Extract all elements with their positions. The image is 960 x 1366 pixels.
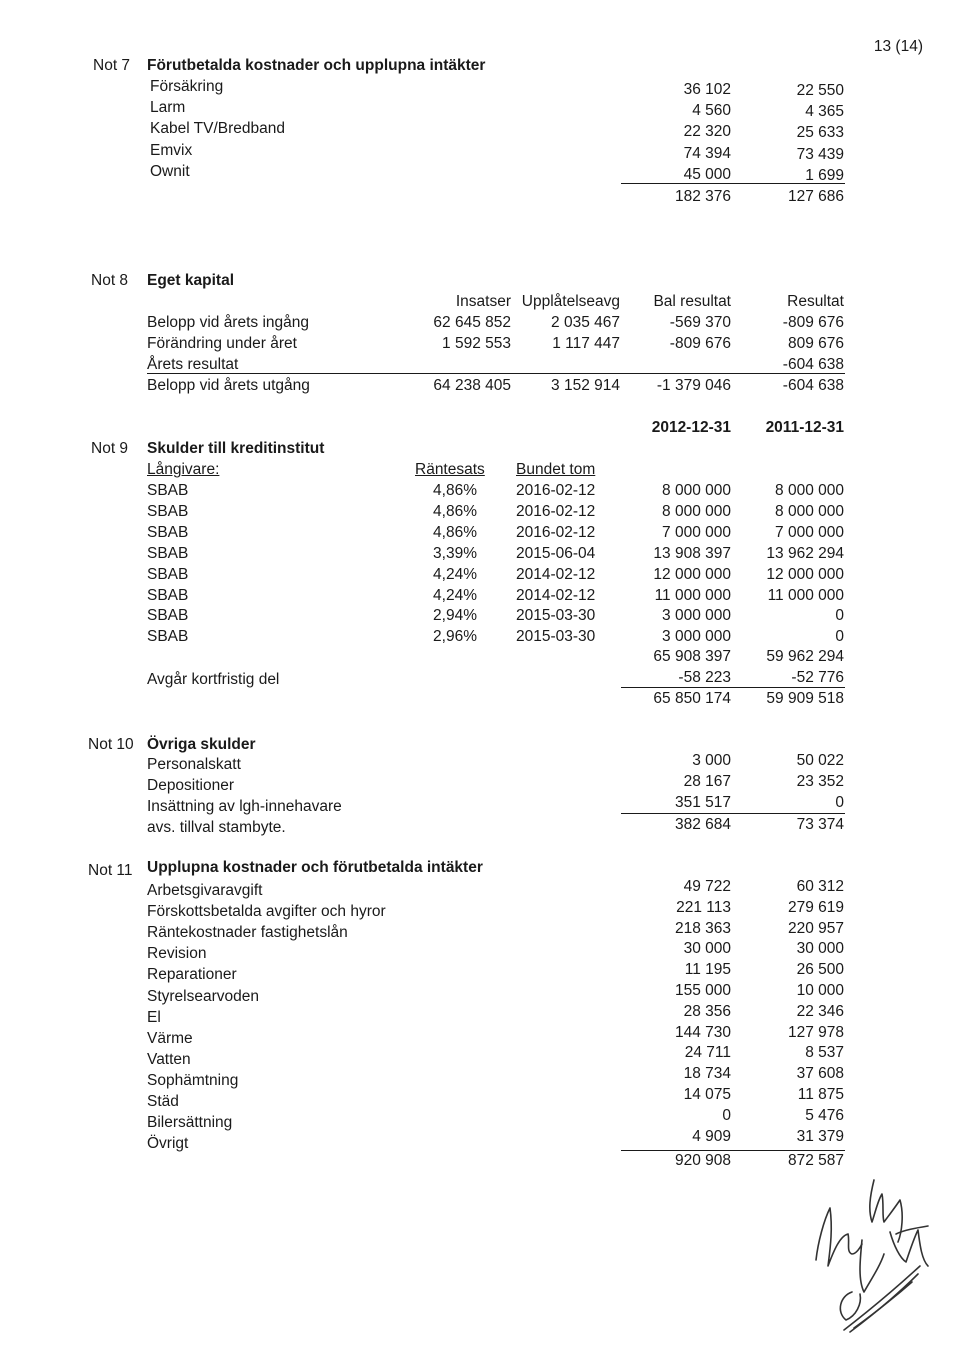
note11-row-2012: 221 113 bbox=[676, 898, 731, 916]
note9-loan-2011: 8 000 000 bbox=[775, 482, 844, 499]
note7-total-2011: 127 686 bbox=[787, 188, 844, 205]
note8-row-insatser: 62 645 852 bbox=[433, 314, 511, 331]
note9-title: Skulder till kreditinstitut bbox=[147, 440, 325, 457]
year-header-2012: 2012-12-31 bbox=[651, 419, 731, 436]
note8-row-resultat: -809 676 bbox=[782, 314, 844, 331]
note9-label: Not 9 bbox=[91, 440, 129, 457]
note9-loan-2011: 11 000 000 bbox=[767, 586, 844, 604]
note9-loan-2012: 8 000 000 bbox=[662, 502, 731, 520]
note9-loan-rate: 2,96% bbox=[433, 628, 477, 646]
note9-loan-lender: SBAB bbox=[147, 523, 189, 541]
note11-row-2011: 127 978 bbox=[787, 1023, 844, 1041]
note7-row-2012: 4 560 bbox=[692, 102, 731, 120]
note8-label: Not 8 bbox=[91, 272, 129, 289]
note11-row-2012: 11 195 bbox=[684, 961, 731, 979]
note11-row-name: Bilersättning bbox=[147, 1114, 233, 1132]
note9-loan-bound: 2016-02-12 bbox=[516, 482, 596, 499]
note8-header-resultat: Resultat bbox=[787, 293, 844, 310]
note9-total-2011: 59 909 518 bbox=[766, 690, 844, 707]
note8-row-name: Förändring under året bbox=[147, 335, 297, 352]
note11-row-name: Räntekostnader fastighetslån bbox=[147, 924, 348, 942]
note11-row-2012: 14 075 bbox=[683, 1086, 731, 1103]
note11-row-name: Revision bbox=[147, 945, 207, 963]
handwritten-signatures-icon bbox=[800, 1170, 940, 1340]
note7-row-2012: 22 320 bbox=[683, 123, 731, 141]
note10-row-2012: 3 000 bbox=[692, 752, 731, 769]
note11-row-2012: 24 711 bbox=[684, 1044, 731, 1062]
note9-loan-lender: SBAB bbox=[147, 502, 189, 520]
note10-row-2012: 28 167 bbox=[683, 773, 731, 790]
note8-row-insatser: 64 238 405 bbox=[433, 377, 511, 394]
note9-loan-2011: 13 962 294 bbox=[766, 544, 844, 562]
note9-loan-bound: 2014-02-12 bbox=[516, 586, 596, 604]
note8-total-rule bbox=[147, 373, 845, 374]
note11-title: Upplupna kostnader och förutbetalda intäkter bbox=[147, 859, 483, 876]
note8-row-upplatelseavg: 2 035 467 bbox=[551, 314, 620, 331]
note9-loan-2012: 3 000 000 bbox=[662, 628, 731, 646]
note10-extra-line: avs. tillval stambyte. bbox=[147, 819, 286, 836]
note8-row-bal-resultat: -1 379 046 bbox=[656, 377, 731, 394]
note8-row-resultat: 809 676 bbox=[787, 335, 844, 352]
note7-title: Förutbetalda kostnader och upplupna intäkter bbox=[147, 57, 486, 74]
note9-loan-rate: 4,86% bbox=[433, 523, 477, 541]
note9-loan-bound: 2015-03-30 bbox=[516, 607, 596, 625]
note11-row-2011: 8 537 bbox=[805, 1044, 844, 1062]
note9-subheading: Långivare: bbox=[147, 461, 220, 478]
note8-row-resultat: -604 638 bbox=[782, 356, 844, 373]
note7-total-2012: 182 376 bbox=[674, 188, 731, 205]
note9-loan-2012: 8 000 000 bbox=[662, 482, 731, 499]
note9-loan-rate: 3,39% bbox=[433, 544, 477, 562]
note11-row-2011: 5 476 bbox=[805, 1106, 844, 1124]
note9-loan-2011: 0 bbox=[835, 628, 844, 646]
note7-row-2012: 36 102 bbox=[683, 81, 731, 98]
year-header-2011: 2011-12-31 bbox=[765, 419, 844, 436]
note11-row-2011: 37 608 bbox=[796, 1065, 844, 1083]
note11-row-2011: 220 957 bbox=[787, 919, 844, 937]
note9-loan-2011: 0 bbox=[835, 607, 844, 625]
note10-row-2011: 50 022 bbox=[796, 752, 844, 769]
note11-row-name: Förskottsbetalda avgifter och hyror bbox=[147, 903, 386, 921]
note9-loan-2012: 7 000 000 bbox=[662, 523, 731, 541]
note11-total-rule bbox=[621, 1150, 845, 1151]
note11-row-name: Vatten bbox=[147, 1050, 191, 1068]
note9-short-term-2012: -58 223 bbox=[678, 669, 731, 686]
note9-subtotal-2011: 59 962 294 bbox=[766, 648, 844, 665]
note11-row-2011: 11 875 bbox=[797, 1086, 844, 1103]
note7-row-2011: 1 699 bbox=[805, 166, 844, 184]
note9-loan-2012: 3 000 000 bbox=[662, 607, 731, 625]
note9-loan-lender: SBAB bbox=[147, 565, 189, 583]
note10-label: Not 10 bbox=[88, 736, 134, 753]
note9-short-term-label: Avgår kortfristig del bbox=[147, 671, 280, 688]
note11-total-2012: 920 908 bbox=[674, 1152, 731, 1169]
note8-header-upplatelseavg: Upplåtelseavg bbox=[521, 293, 620, 310]
note7-row-2012: 74 394 bbox=[683, 144, 731, 162]
note9-loan-rate: 2,94% bbox=[433, 607, 477, 625]
note8-row-resultat: -604 638 bbox=[782, 377, 844, 394]
note9-col-rate: Räntesats bbox=[415, 461, 485, 478]
note10-row-2011: 0 bbox=[835, 794, 844, 811]
note11-row-2011: 22 346 bbox=[796, 1002, 844, 1020]
note7-total-rule bbox=[621, 183, 845, 184]
note11-row-name: Arbetsgivaravgift bbox=[147, 882, 263, 899]
note7-row-2011: 73 439 bbox=[796, 145, 844, 163]
note8-row-upplatelseavg: 3 152 914 bbox=[551, 377, 620, 394]
note8-row-bal-resultat: -809 676 bbox=[669, 335, 731, 352]
note7-row-2011: 4 365 bbox=[805, 103, 844, 121]
note9-loan-bound: 2015-03-30 bbox=[516, 628, 596, 646]
note11-total-2011: 872 587 bbox=[787, 1152, 844, 1169]
note9-loan-2012: 11 000 000 bbox=[654, 586, 731, 604]
note7-row-name: Försäkring bbox=[150, 78, 224, 95]
note10-row-name: Insättning av lgh-innehavare bbox=[147, 798, 342, 815]
note11-row-name: Värme bbox=[147, 1029, 193, 1047]
note11-row-2011: 31 379 bbox=[796, 1127, 844, 1145]
note8-header-insatser: Insatser bbox=[455, 293, 511, 310]
note11-row-2011: 30 000 bbox=[796, 940, 844, 958]
note11-row-2012: 30 000 bbox=[683, 940, 731, 958]
note9-loan-lender: SBAB bbox=[147, 544, 189, 562]
note9-loan-rate: 4,86% bbox=[433, 502, 477, 520]
note11-row-2011: 279 619 bbox=[787, 898, 844, 916]
note7-row-name: Emvix bbox=[150, 141, 193, 159]
note11-row-2012: 4 909 bbox=[692, 1127, 731, 1145]
note11-row-name: Reparationer bbox=[147, 966, 237, 984]
note9-total-rule bbox=[621, 687, 845, 688]
note11-row-2012: 155 000 bbox=[674, 982, 731, 999]
note11-row-name: Övrigt bbox=[147, 1135, 189, 1153]
note7-row-name: Ownit bbox=[150, 162, 190, 180]
note11-row-2012: 144 730 bbox=[674, 1023, 731, 1041]
note9-loan-rate: 4,86% bbox=[433, 482, 477, 499]
note9-loan-lender: SBAB bbox=[147, 607, 189, 625]
note9-loan-2012: 12 000 000 bbox=[653, 565, 731, 583]
note9-loan-lender: SBAB bbox=[147, 586, 189, 604]
note11-row-name: Styrelsearvoden bbox=[147, 987, 260, 1005]
note9-loan-2011: 8 000 000 bbox=[775, 502, 844, 520]
note9-loan-bound: 2015-06-04 bbox=[516, 544, 596, 562]
note7-row-2011: 25 633 bbox=[796, 124, 844, 142]
note11-row-2011: 60 312 bbox=[796, 878, 844, 895]
note8-row-bal-resultat: -569 370 bbox=[669, 314, 731, 331]
note11-row-2011: 10 000 bbox=[796, 982, 844, 999]
note10-row-2011: 23 352 bbox=[796, 773, 844, 790]
note9-loan-rate: 4,24% bbox=[433, 586, 477, 604]
note8-row-insatser: 1 592 553 bbox=[442, 335, 511, 352]
note9-loan-2011: 12 000 000 bbox=[766, 565, 844, 583]
note11-row-2011: 26 500 bbox=[796, 961, 844, 979]
page-number: 13 (14) bbox=[873, 38, 923, 55]
note9-col-bound: Bundet tom bbox=[516, 461, 596, 478]
note10-total-rule bbox=[621, 813, 845, 814]
note10-title: Övriga skulder bbox=[147, 736, 256, 753]
note11-row-2012: 18 734 bbox=[683, 1065, 731, 1083]
note8-row-name: Belopp vid årets ingång bbox=[147, 314, 310, 331]
note9-loan-lender: SBAB bbox=[147, 482, 189, 499]
note10-row-name: Depositioner bbox=[147, 777, 235, 794]
note8-row-name: Belopp vid årets utgång bbox=[147, 377, 310, 394]
note11-label: Not 11 bbox=[88, 862, 133, 879]
note7-row-2012: 45 000 bbox=[683, 165, 731, 183]
note9-loan-lender: SBAB bbox=[147, 628, 189, 646]
note11-row-name: El bbox=[147, 1008, 161, 1026]
note11-row-2012: 28 356 bbox=[683, 1002, 731, 1020]
note7-row-name: Kabel TV/Bredband bbox=[150, 120, 286, 138]
note10-total-2011: 73 374 bbox=[796, 816, 844, 833]
note8-row-name: Årets resultat bbox=[147, 356, 239, 373]
note11-row-2012: 0 bbox=[722, 1106, 731, 1124]
note9-loan-2011: 7 000 000 bbox=[775, 523, 844, 541]
note9-loan-bound: 2016-02-12 bbox=[516, 523, 596, 541]
note10-row-2012: 351 517 bbox=[674, 794, 731, 811]
note9-loan-bound: 2016-02-12 bbox=[516, 502, 596, 520]
note11-row-name: Sophämtning bbox=[147, 1071, 239, 1089]
note11-row-2012: 49 722 bbox=[683, 878, 731, 895]
note8-header-bal-resultat: Bal resultat bbox=[653, 293, 731, 310]
note9-loan-bound: 2014-02-12 bbox=[516, 565, 596, 583]
note9-subtotal-2012: 65 908 397 bbox=[653, 648, 731, 665]
note11-row-name: Städ bbox=[147, 1093, 179, 1110]
note7-row-2011: 22 550 bbox=[796, 82, 844, 99]
note9-loan-2012: 13 908 397 bbox=[653, 544, 731, 562]
note9-loan-rate: 4,24% bbox=[433, 565, 477, 583]
note10-total-2012: 382 684 bbox=[674, 816, 731, 833]
note9-total-2012: 65 850 174 bbox=[653, 690, 731, 707]
note7-label: Not 7 bbox=[93, 57, 131, 74]
note11-row-2012: 218 363 bbox=[674, 919, 731, 937]
note9-short-term-2011: -52 776 bbox=[791, 669, 844, 686]
note8-title: Eget kapital bbox=[147, 272, 234, 289]
note8-row-upplatelseavg: 1 117 447 bbox=[552, 335, 620, 352]
note10-row-name: Personalskatt bbox=[147, 756, 241, 773]
note7-row-name: Larm bbox=[150, 99, 186, 117]
